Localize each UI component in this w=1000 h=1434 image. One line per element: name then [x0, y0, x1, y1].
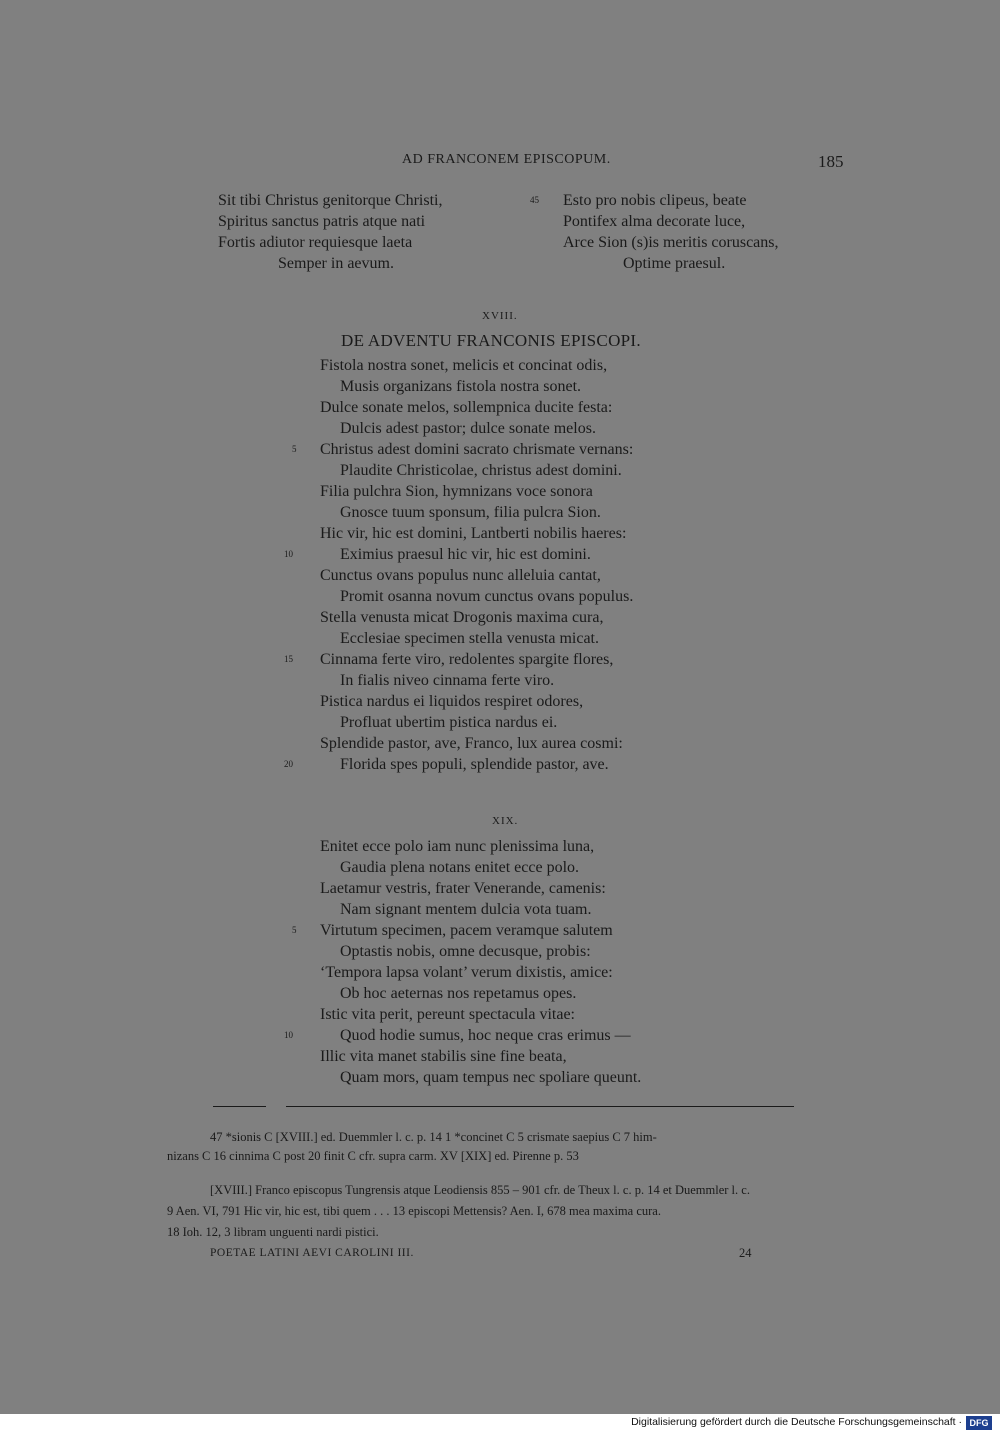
signature-sheet: 24	[739, 1246, 752, 1260]
verse-line: Nam signant mentem dulcia vota tuam.	[340, 901, 592, 918]
footnote-source: 9 Aen. VI, 791 Hic vir, hic est, tibi quem . . . 13 episcopi Mettensis? Aen. I, 678 mea maxima cura.	[167, 1204, 661, 1218]
verse-line: Istic vita perit, pereunt spectacula vitae:	[320, 1006, 575, 1023]
verse-line: Quod hodie sumus, hoc neque cras erimus —	[340, 1027, 631, 1044]
line-number: 20	[284, 759, 293, 769]
verse-line: Laetamur vestris, frater Venerande, camenis:	[320, 880, 606, 897]
verse-line: Promit osanna novum cunctus ovans populus.	[340, 588, 634, 605]
verse-line: Stella venusta micat Drogonis maxima cura,	[320, 609, 604, 626]
running-title: AD FRANCONEM EPISCOPUM.	[402, 152, 611, 167]
footnote-source: [XVIII.] Franco episcopus Tungrensis atque Leodiensis 855 – 901 cfr. de Theux l. c. p. 14 et Duemmler l. c.	[210, 1183, 750, 1197]
line-number: 10	[284, 1030, 293, 1040]
verse-line: Musis organizans fistola nostra sonet.	[340, 378, 582, 395]
verse-line: Pistica nardus ei liquidos respiret odores,	[320, 693, 584, 710]
verse-line: Profluat ubertim pistica nardus ei.	[340, 714, 558, 731]
verse-line: Optime praesul.	[623, 255, 726, 272]
verse-line: Cinnama ferte viro, redolentes spargite flores,	[320, 651, 614, 668]
line-number: 15	[284, 654, 293, 664]
verse-line: Illic vita manet stabilis sine fine beata,	[320, 1048, 567, 1065]
footnote-source: 18 Ioh. 12, 3 libram unguenti nardi pistici.	[167, 1225, 379, 1239]
verse-line: Sit tibi Christus genitorque Christi,	[218, 192, 443, 209]
verse-line: ‘Tempora lapsa volant’ verum dixistis, amice:	[320, 964, 613, 981]
footer-bar	[0, 1414, 1000, 1434]
footnote-critical: 47 *sionis C [XVIII.] ed. Duemmler l. c. p. 14 1 *concinet C 5 crismate saepius C 7 him-	[210, 1130, 657, 1144]
signature-series: POETAE LATINI AEVI CAROLINI III.	[210, 1247, 414, 1259]
poem-number: XVIII.	[482, 310, 518, 322]
verse-line: Quam mors, quam tempus nec spoliare queunt.	[340, 1069, 642, 1086]
verse-line: Eximius praesul hic vir, hic est domini.	[340, 546, 591, 563]
verse-line: Dulce sonate melos, sollempnica ducite festa:	[320, 399, 613, 416]
footnote-critical: nizans C 16 cinnima C post 20 finit C cfr. supra carm. XV [XIX] ed. Pirenne p. 53	[167, 1149, 579, 1163]
verse-line: Gnosce tuum sponsum, filia pulcra Sion.	[340, 504, 601, 521]
line-number: 5	[292, 444, 297, 454]
verse-line: Florida spes populi, splendide pastor, ave.	[340, 756, 609, 773]
line-number: 5	[292, 925, 297, 935]
verse-line: Optastis nobis, omne decusque, probis:	[340, 943, 591, 960]
verse-line: Pontifex alma decorate luce,	[563, 213, 746, 230]
poem-title: DE ADVENTU FRANCONIS EPISCOPI.	[341, 331, 641, 350]
line-number: 45	[530, 195, 539, 205]
footer-credit: Digitalisierung gefördert durch die Deutsche Forschungsgemeinschaft ·	[631, 1416, 962, 1428]
dfg-logo: DFG	[966, 1416, 992, 1430]
verse-line: Fistola nostra sonet, melicis et concinat odis,	[320, 357, 608, 374]
verse-line: In fialis niveo cinnama ferte viro.	[340, 672, 555, 689]
page-number: 185	[818, 152, 844, 171]
verse-line: Dulcis adest pastor; dulce sonate melos.	[340, 420, 596, 437]
footnote-rule-short	[213, 1106, 266, 1107]
verse-line: Splendide pastor, ave, Franco, lux aurea cosmi:	[320, 735, 623, 752]
verse-line: Cunctus ovans populus nunc alleluia cantat,	[320, 567, 601, 584]
line-number: 10	[284, 549, 293, 559]
verse-line: Arce Sion (s)is meritis coruscans,	[563, 234, 779, 251]
verse-line: Ecclesiae specimen stella venusta micat.	[340, 630, 599, 647]
verse-line: Enitet ecce polo iam nunc plenissima luna,	[320, 838, 595, 855]
footnote-rule	[286, 1106, 794, 1107]
verse-line: Hic vir, hic est domini, Lantberti nobilis haeres:	[320, 525, 627, 542]
verse-line: Esto pro nobis clipeus, beate	[563, 192, 747, 209]
verse-line: Ob hoc aeternas nos repetamus opes.	[340, 985, 577, 1002]
verse-line: Gaudia plena notans enitet ecce polo.	[340, 859, 580, 876]
verse-line: Spiritus sanctus patris atque nati	[218, 213, 426, 230]
poem-number: XIX.	[492, 815, 519, 827]
verse-line: Semper in aevum.	[278, 255, 394, 272]
verse-line: Virtutum specimen, pacem veramque salutem	[320, 922, 613, 939]
verse-line: Filia pulchra Sion, hymnizans voce sonora	[320, 483, 593, 500]
verse-line: Fortis adiutor requiesque laeta	[218, 234, 413, 251]
verse-line: Plaudite Christicolae, christus adest domini.	[340, 462, 622, 479]
verse-line: Christus adest domini sacrato chrismate vernans:	[320, 441, 634, 458]
